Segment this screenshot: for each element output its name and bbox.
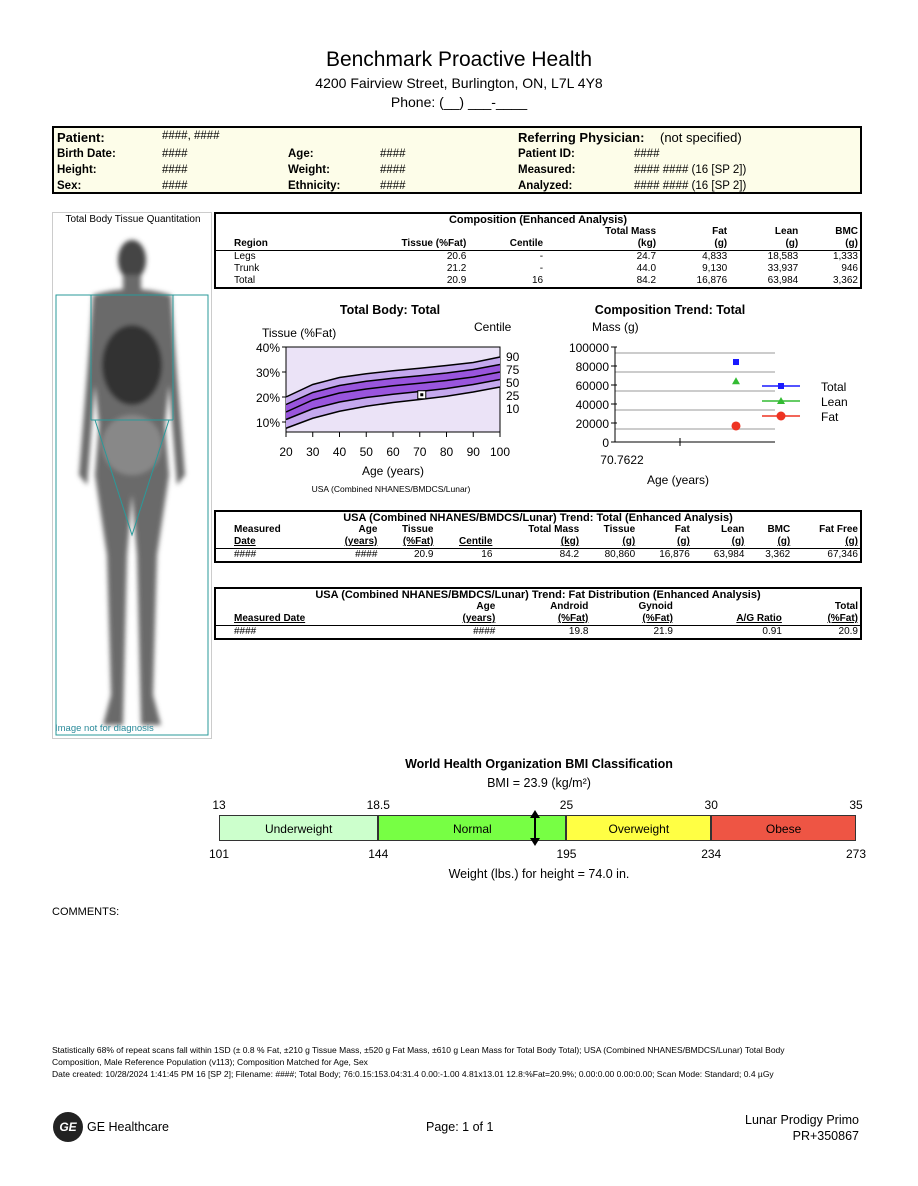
fat-distribution-table <box>214 587 862 640</box>
y-tick-label: 20% <box>256 391 281 405</box>
x-axis-label: Age (years) <box>361 464 425 478</box>
x-axis-label: Age (years) <box>646 473 710 487</box>
col-header: A/G Ratio <box>675 613 784 626</box>
y-axis-label: Mass (g) <box>592 320 639 334</box>
col-header: (years) <box>416 613 497 626</box>
x-tick-label: 70 <box>413 445 427 459</box>
bmi-category-overweight: Overweight <box>566 815 711 841</box>
y-axis-label: Tissue (%Fat) <box>262 326 337 340</box>
table-cell: Legs <box>234 251 256 262</box>
centile-tick-label: 25 <box>506 389 520 403</box>
reference-note: Composition, Male Reference Population (v113); Composition Matched for Age, Sex <box>52 1057 368 1067</box>
col-header: (g) <box>637 536 692 549</box>
table-cell: 84.2 <box>545 275 658 288</box>
col-header: BMC <box>835 226 858 237</box>
col-header: Lean <box>721 524 745 535</box>
table-cell: 20.6 <box>446 251 467 262</box>
col-header: (g) <box>581 536 637 549</box>
sex-label: Sex: <box>57 180 82 192</box>
col-header: (%Fat) <box>590 613 675 626</box>
bmi-marker-arrow <box>529 810 541 846</box>
company-name: GE Healthcare <box>87 1120 169 1134</box>
table-cell: #### <box>321 549 379 563</box>
patient-id-label: Patient ID: <box>518 148 575 160</box>
col-header: Gynoid <box>638 601 673 612</box>
col-header: (g) <box>658 238 729 251</box>
table-row <box>216 251 860 264</box>
table-cell: 63,984 <box>692 549 747 563</box>
col-header: Fat Free <box>819 524 858 535</box>
comments-label: COMMENTS: <box>52 906 120 918</box>
age-label: Age: <box>288 148 314 160</box>
page-number: Page: 1 of 1 <box>426 1120 494 1134</box>
scan-info: Date created: 10/28/2024 1:41:45 PM 16 [SP 2]; Filename: ####; Total Body; 76:0.15:153.04:31.4 0.00:-1.00 4.81x13.01 12.8:%Fat=20.9%; 0.00:0.00 0.00:0.00; Scan Mode: Standard; 0.4 µGy <box>52 1069 774 1079</box>
trend-title: USA (Combined NHANES/BMDCS/Lunar) Trend: Total (Enhanced Analysis) <box>343 512 733 524</box>
analyzed-value: #### #### (16 [SP 2]) <box>634 180 747 192</box>
patient-info-box <box>52 126 862 194</box>
bmi-footnote: Weight (lbs.) for height = 74.0 in. <box>448 867 630 881</box>
body-scan-title: Total Body Tissue Quantitation <box>65 214 201 225</box>
measured-value: #### #### (16 [SP 2]) <box>634 164 747 176</box>
col-header: BMC <box>767 524 791 535</box>
col-header: (g) <box>729 238 800 251</box>
y-tick-label: 0 <box>602 436 609 450</box>
bmi-tick-label: 25 <box>559 798 574 812</box>
x-tick-label: 80 <box>439 445 454 459</box>
ethnicity-label: Ethnicity: <box>288 180 341 192</box>
table-cell: 16,876 <box>637 549 692 563</box>
table-cell: 21.9 <box>590 626 675 640</box>
x-tick-label: 20 <box>279 445 293 459</box>
col-header: Age <box>476 601 496 612</box>
physician-value: (not specified) <box>660 130 742 145</box>
table-cell: 946 <box>841 263 858 274</box>
x-tick-label: 60 <box>386 445 400 459</box>
table-cell: 80,860 <box>581 549 637 563</box>
table-cell: 20.9 <box>784 626 860 640</box>
y-tick-label: 10% <box>256 416 281 430</box>
composition-table <box>214 212 862 289</box>
table-cell: 19.8 <box>497 626 590 640</box>
centile-tick-label: 75 <box>506 363 520 377</box>
x-tick-label: 100 <box>489 445 511 459</box>
table-cell: 16 <box>435 549 494 563</box>
reference-label: USA (Combined NHANES/BMDCS/Lunar) <box>311 484 471 494</box>
col-header: Tissue <box>603 524 636 535</box>
col-header: Measured <box>234 524 281 535</box>
col-header: Fat <box>712 226 728 237</box>
footer-notes <box>52 1044 898 1080</box>
y-tick-label: 80000 <box>575 360 609 374</box>
table-cell: #### <box>416 626 497 640</box>
weight-label: Weight: <box>288 164 330 176</box>
col-header: Age <box>358 524 378 535</box>
device-info <box>745 1112 859 1144</box>
bmi-tick-label: 13 <box>212 798 226 812</box>
weight-value: #### <box>380 164 406 176</box>
table-cell: 3,362 <box>746 549 792 563</box>
composition-title: Composition (Enhanced Analysis) <box>448 214 628 226</box>
col-header: Centile <box>435 536 494 549</box>
y-tick-label: 40000 <box>575 398 609 412</box>
col-header: Measured Date <box>216 613 416 626</box>
patient-label: Patient: <box>57 130 105 145</box>
col-header: Lean <box>774 226 799 237</box>
col-header: (g) <box>692 536 747 549</box>
col-header: Centile <box>468 238 545 251</box>
clinic-phone: Phone: (__) ___-____ <box>390 94 528 110</box>
point-lean <box>732 377 740 384</box>
clinic-address: 4200 Fairview Street, Burlington, ON, L7L 4Y8 <box>315 75 603 91</box>
x-tick-label: 40 <box>332 445 347 459</box>
table-cell: 84.2 <box>494 549 581 563</box>
patient-point-center <box>420 393 423 396</box>
x-tick-label: 70.7622 <box>600 453 644 467</box>
table-row <box>216 275 860 288</box>
legend-label-lean: Lean <box>821 395 848 409</box>
col-header: (kg) <box>545 238 658 251</box>
x-tick-label: 90 <box>466 445 480 459</box>
table-cell: 18,583 <box>767 251 799 262</box>
patient-name: ####, #### <box>162 130 220 142</box>
col-header: (g) <box>800 238 860 251</box>
physician-label: Referring Physician: <box>518 130 645 145</box>
col-header: Date <box>216 536 321 549</box>
analyzed-label: Analyzed: <box>518 180 573 192</box>
col-header: (g) <box>746 536 792 549</box>
weight-tick-label: 273 <box>845 847 867 861</box>
ge-logo: GE <box>53 1112 83 1142</box>
y-tick-label: 60000 <box>575 379 609 393</box>
ethnicity-value: #### <box>380 180 406 192</box>
bmi-value: BMI = 23.9 (kg/m²) <box>487 776 591 790</box>
col-header: Tissue <box>401 524 434 535</box>
birth-label: Birth Date: <box>57 148 116 160</box>
y-tick-label: 20000 <box>575 417 609 431</box>
col-header: Android <box>550 601 589 612</box>
table-cell: 1,333 <box>832 251 858 262</box>
patient-id-value: #### <box>634 148 660 160</box>
table-cell: #### <box>216 626 416 640</box>
weight-tick-label: 234 <box>701 847 722 861</box>
col-header: (%Fat) <box>379 536 435 549</box>
y-tick-label: 100000 <box>568 341 609 355</box>
col-header <box>435 524 494 536</box>
col-header: Total Mass <box>528 524 580 535</box>
col-header: (%Fat) <box>497 613 590 626</box>
centile-label: Centile <box>474 320 512 334</box>
table-cell: 33,937 <box>767 263 799 274</box>
weight-tick-label: 195 <box>556 847 577 861</box>
bmi-category-underweight: Underweight <box>219 815 378 841</box>
col-header: Tissue (%Fat) <box>327 238 469 251</box>
point-fat <box>732 421 741 430</box>
legend-marker <box>778 383 784 389</box>
table-row <box>216 626 860 640</box>
table-cell: 21.2 <box>446 263 467 274</box>
y-tick-label: 30% <box>256 366 281 380</box>
centile-tick-label: 50 <box>506 376 520 390</box>
birth-value: #### <box>162 148 188 160</box>
height-value: #### <box>162 164 188 176</box>
bmi-tick-label: 18.5 <box>366 798 390 812</box>
centile-tick-label: 10 <box>506 402 520 416</box>
y-tick-label: 40% <box>256 341 281 355</box>
height-label: Height: <box>57 164 97 176</box>
point-total <box>733 359 739 365</box>
body-scan-image <box>53 225 211 737</box>
bmi-category-obese: Obese <box>711 815 856 841</box>
table-cell: #### <box>216 549 321 563</box>
table-cell: 24.7 <box>636 251 657 262</box>
fatdist-title: USA (Combined NHANES/BMDCS/Lunar) Trend: Fat Distribution (Enhanced Analysis) <box>315 589 761 601</box>
table-cell: 9,130 <box>702 263 728 274</box>
weight-tick-label: 101 <box>208 847 230 861</box>
table-cell: 44.0 <box>636 263 657 274</box>
precision-note: Statistically 68% of repeat scans fall within 1SD (± 0.8 % Fat, ±210 g Tissue Mass, ±520 g Fat Mass, ±610 g Lean Mass for Total Body Total); USA (Combined NHANES/BMDCS/Lunar) Total Body <box>52 1045 785 1055</box>
table-cell: Total <box>216 275 327 288</box>
table-cell: 16 <box>468 275 545 288</box>
sex-value: #### <box>162 180 188 192</box>
bodyfat-centile-chart <box>214 318 544 498</box>
table-cell: 67,346 <box>792 549 860 563</box>
measured-label: Measured: <box>518 164 576 176</box>
table-row <box>216 263 860 275</box>
device-serial: PR+350867 <box>792 1129 859 1143</box>
col-header <box>675 601 784 613</box>
legend-label-fat: Fat <box>821 410 839 424</box>
col-header: (g) <box>792 536 860 549</box>
body-scan-panel <box>52 212 212 739</box>
col-header <box>216 601 416 613</box>
table-cell: 3,362 <box>800 275 860 288</box>
col-header: (years) <box>321 536 379 549</box>
bodyfat-chart-title: Total Body: Total <box>339 303 441 317</box>
bmi-tick-label: 35 <box>849 798 863 812</box>
x-tick-label: 50 <box>359 445 373 459</box>
col-header: Fat <box>674 524 690 535</box>
watermark-text: Image not for diagnosis <box>55 723 154 734</box>
trend-chart-title: Composition Trend: Total <box>594 303 746 317</box>
table-cell: 63,984 <box>729 275 800 288</box>
col-header: Region <box>216 238 327 251</box>
table-cell: Trunk <box>234 263 260 274</box>
composition-trend-chart <box>560 318 862 493</box>
col-header: (%Fat) <box>784 613 860 626</box>
bmi-title: World Health Organization BMI Classification <box>405 757 673 771</box>
centile-tick-label: 90 <box>506 350 520 364</box>
clinic-name: Benchmark Proactive Health <box>325 48 593 71</box>
table-cell: - <box>539 251 544 262</box>
trend-table <box>214 510 862 563</box>
table-cell: 20.9 <box>379 549 435 563</box>
x-tick-label: 30 <box>306 445 320 459</box>
legend-label-total: Total <box>821 380 847 394</box>
table-cell: 0.91 <box>675 626 784 640</box>
col-header: Total Mass <box>605 226 657 237</box>
table-cell: - <box>539 263 544 274</box>
table-cell: 20.9 <box>327 275 469 288</box>
bmi-category-normal: Normal <box>378 815 566 841</box>
table-cell: 4,833 <box>702 251 728 262</box>
bmi-scale <box>208 798 867 861</box>
table-row <box>216 549 860 563</box>
bmi-tick-label: 30 <box>704 798 718 812</box>
col-header: (kg) <box>494 536 581 549</box>
legend-marker <box>777 412 786 421</box>
weight-tick-label: 144 <box>368 847 389 861</box>
age-value: #### <box>380 148 406 160</box>
device-name: Lunar Prodigy Primo <box>745 1113 859 1127</box>
col-header: Total <box>834 601 858 612</box>
table-cell: 16,876 <box>658 275 729 288</box>
